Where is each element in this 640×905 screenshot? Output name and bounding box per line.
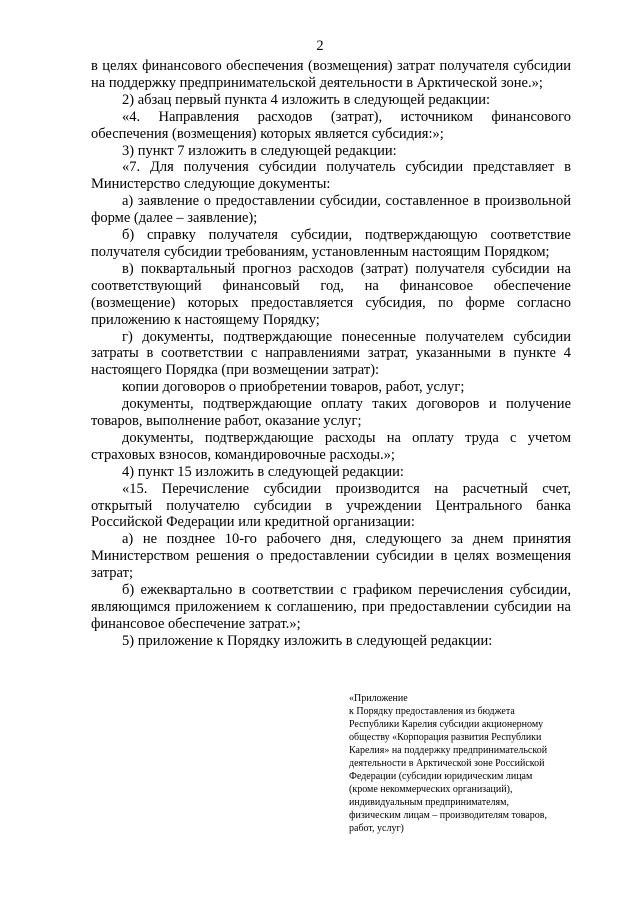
appendix-line: обществу «Корпорация развития Республики bbox=[349, 732, 542, 743]
appendix-line: Республики Карелия субсидии акционерному bbox=[349, 719, 544, 730]
appendix-line: «Приложение bbox=[349, 693, 408, 704]
appendix-line: к Порядку предоставления из бюджета bbox=[349, 706, 515, 717]
page-number: 2 bbox=[316, 38, 324, 54]
appendix-line: индивидуальным предпринимателям, bbox=[349, 797, 509, 808]
paragraph: «15. Перечисление субсидии производится на расчетный счет, открытый получателю субсидии в учреждении Центрального банка Российской Федерации или кредитной организации: bbox=[91, 480, 571, 531]
paragraph: а) не позднее 10-го рабочего дня, следующего за днем принятия Министерством решения о предоставлении субсидии в целях возмещения затрат; bbox=[91, 531, 571, 582]
paragraph: «7. Для получения субсидии получатель субсидии представляет в Министерство следующие документы: bbox=[91, 159, 571, 193]
appendix-line: Федерации (субсидии юридическим лицам bbox=[349, 771, 533, 782]
appendix-caption bbox=[349, 692, 574, 835]
appendix-line: Карелия» на поддержку предпринимательской bbox=[349, 745, 548, 756]
paragraph: 2) абзац первый пункта 4 изложить в следующей редакции: bbox=[122, 91, 491, 108]
paragraph: б) ежеквартально в соответствии с графиком перечисления субсидии, являющимся приложением к соглашению, при предоставлении субсидии на финансовое обеспечение затрат.»; bbox=[91, 582, 571, 632]
document-body bbox=[91, 58, 571, 650]
paragraph: 3) пункт 7 изложить в следующей редакции: bbox=[122, 142, 397, 159]
paragraph: а) заявление о предоставлении субсидии, составленное в произвольной форме (далее – заявление); bbox=[91, 193, 571, 227]
paragraph: в целях финансового обеспечения (возмещения) затрат получателя субсидии на поддержку предпринимательской деятельности в Арктической зоне.»; bbox=[91, 58, 571, 91]
appendix-line: физическим лицам – производителям товаров, bbox=[349, 810, 547, 821]
paragraph: документы, подтверждающие оплату таких договоров и получение товаров, выполнение работ, оказание услуг; bbox=[91, 396, 571, 430]
paragraph: в) поквартальный прогноз расходов (затрат) получателя субсидии на соответствующий финансовый год, на финансовое обеспечение (возмещение) которых предоставляется субсидия, по форме согласно приложению к настоящему Порядку; bbox=[91, 260, 571, 328]
appendix-line: работ, услуг) bbox=[349, 823, 404, 834]
paragraph: г) документы, подтверждающие понесенные получателем субсидии затраты в соответствии с направлениями затрат, указанными в пункте 4 настоящего Порядка (при возмещении затрат): bbox=[91, 328, 571, 379]
appendix-line: деятельности в Арктической зоне Российской bbox=[349, 758, 545, 769]
paragraph: 4) пункт 15 изложить в следующей редакции: bbox=[122, 463, 404, 480]
appendix-line: (кроме некоммерческих организаций), bbox=[349, 784, 513, 795]
paragraph: копии договоров о приобретении товаров, работ, услуг; bbox=[122, 379, 465, 396]
paragraph: б) справку получателя субсидии, подтверждающую соответствие получателя субсидии требованиям, установленным настоящим Порядком; bbox=[91, 227, 571, 260]
paragraph: 5) приложение к Порядку изложить в следующей редакции: bbox=[122, 632, 493, 649]
paragraph: «4. Направления расходов (затрат), источником финансового обеспечения (возмещения) которых является субсидия:»; bbox=[91, 108, 571, 142]
paragraph: документы, подтверждающие расходы на оплату труда с учетом страховых взносов, командировочные расходы.»; bbox=[91, 429, 571, 463]
